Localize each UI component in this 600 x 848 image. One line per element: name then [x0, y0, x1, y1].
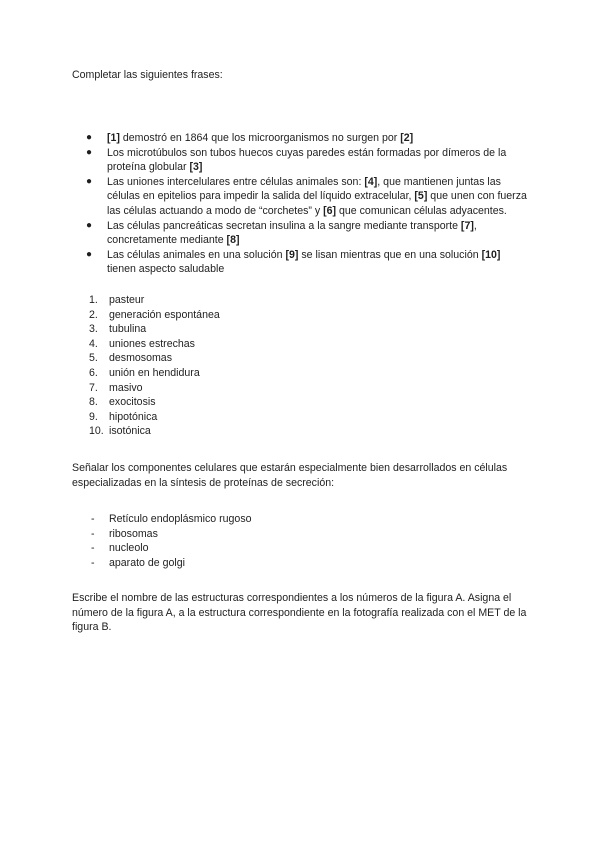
bullet-icon: ● [86, 146, 93, 158]
answer-text: uniones estrechas [109, 337, 195, 350]
answer-number: 7. [89, 381, 98, 394]
answer-number: 2. [89, 308, 98, 321]
answer-item [72, 424, 532, 439]
sentence-text: , que mantienen juntas las células en epitelios para impedir la salida del líquido extracelular, [107, 175, 501, 203]
blank-placeholder: [2] [400, 132, 414, 144]
sentence-text: tienen aspecto saludable [107, 263, 225, 276]
component-text: aparato de golgi [109, 556, 185, 569]
intro-text: Completar las siguientes frases: [72, 69, 223, 81]
blank-placeholder: [5] [414, 190, 428, 203]
answer-text: pasteur [109, 294, 145, 306]
sentence-text: demostró en 1864 que los microorganismos no surgen por [119, 132, 401, 144]
question-components: Señalar los componentes celulares que estarán especialmente bien desarrollados en células especializadas en la síntesis de proteínas de secreción: [72, 462, 508, 489]
bullet-icon: ● [86, 175, 93, 187]
sentence-item [72, 175, 532, 219]
component-item [72, 541, 532, 556]
blank-placeholder: [6] [323, 204, 337, 217]
sentence-text: Las células pancreáticas secretan insulina a la sangre mediante transporte [107, 219, 461, 232]
blank-placeholder: [7] [460, 219, 474, 232]
bullet-icon: ● [86, 132, 93, 143]
sentence-text: , concretamente mediante [107, 219, 477, 247]
blank-placeholder: [8] [226, 234, 240, 247]
answer-text: isotónica [109, 425, 151, 438]
component-text: ribosomas [109, 527, 158, 540]
answer-text: desmosomas [109, 352, 172, 365]
sentence-item [72, 131, 532, 146]
dash-icon: - [91, 542, 95, 555]
answer-item [72, 293, 532, 308]
answer-number: 5. [89, 352, 98, 365]
answer-text: exocitosis [109, 396, 156, 409]
answer-number: 8. [89, 396, 98, 409]
sentence-text: Las células animales en una solución [107, 248, 286, 261]
dash-icon: - [91, 527, 95, 540]
answer-item [72, 337, 532, 352]
dash-icon: - [91, 556, 95, 569]
answer-number: 9. [89, 410, 98, 423]
answer-text: masivo [109, 381, 143, 394]
answer-number: 4. [89, 337, 98, 350]
dash-icon: - [91, 513, 95, 525]
answer-number: 6. [89, 366, 98, 379]
blank-placeholder: [4] [364, 175, 378, 188]
sentence-item [72, 219, 532, 248]
component-text: nucleolo [109, 542, 149, 555]
bullet-icon: ● [86, 219, 93, 231]
answer-item [72, 410, 532, 425]
sentence-text: que comunican células adyacentes. [336, 204, 507, 217]
answer-number: 1. [89, 294, 98, 306]
sentence-item [72, 248, 532, 277]
answer-item [72, 351, 532, 366]
answer-number: 10. [89, 425, 104, 438]
answer-item [72, 308, 532, 323]
sentence-text: Las uniones intercelulares entre células animales son: [107, 175, 365, 188]
blank-placeholder: [9] [285, 248, 299, 261]
answer-item [72, 381, 532, 396]
sentence-text: se lisan mientras que en una solución [298, 248, 482, 261]
question-figures: Escribe el nombre de las estructuras correspondientes a los números de la figura A. Asigna el número de la figura A, a la estructura correspondiente en la fotografía realizada con el MET de la figura B. [72, 592, 527, 634]
answer-text: generación espontánea [109, 308, 220, 321]
bullet-icon: ● [86, 248, 93, 260]
answer-item [72, 322, 532, 337]
sentence-text: que unen con fuerza las células actuando a modo de “corchetes” y [107, 190, 527, 217]
component-item [72, 527, 532, 542]
answer-number: 3. [89, 323, 98, 336]
answer-text: unión en hendidura [109, 366, 200, 379]
sentence-list [72, 131, 532, 277]
answer-text: hipotónica [109, 410, 158, 423]
sentence-text: Los microtúbulos son tubos huecos cuyas paredes están formadas por dímeros de la proteína globular [107, 146, 507, 174]
blank-placeholder: [1] [107, 132, 120, 144]
answer-item [72, 395, 532, 410]
sentence-item [72, 146, 532, 175]
answer-text: tubulina [109, 323, 147, 336]
component-item [72, 512, 532, 527]
answer-item [72, 366, 532, 381]
component-text: Retículo endoplásmico rugoso [109, 513, 252, 525]
blank-placeholder: [10] [481, 248, 501, 261]
blank-placeholder: [3] [189, 161, 203, 174]
answer-list [72, 293, 532, 439]
component-list [72, 512, 532, 570]
component-item [72, 556, 532, 571]
